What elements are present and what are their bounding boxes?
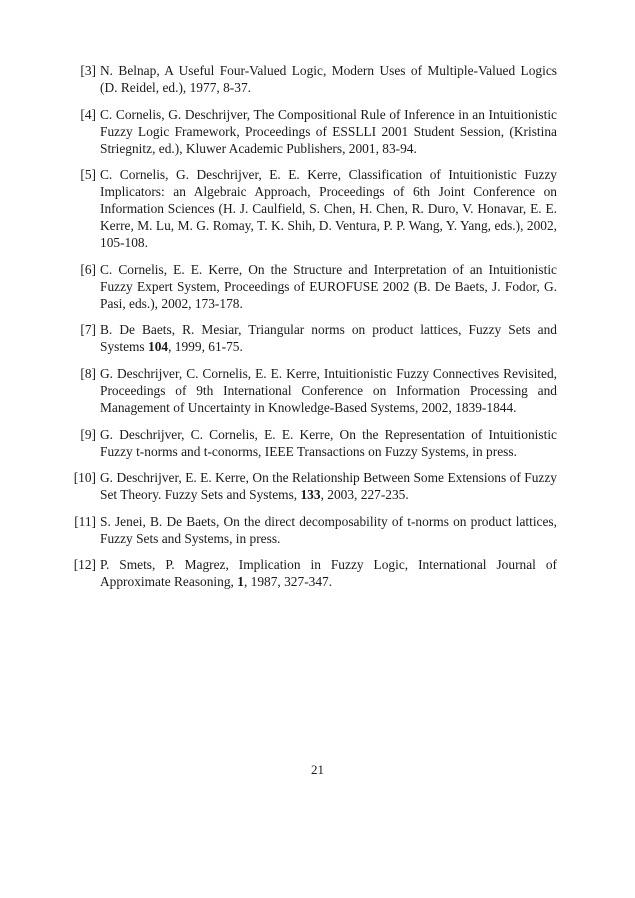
reference-label: [12] bbox=[73, 557, 96, 573]
reference-text bbox=[100, 365, 557, 416]
reference-item bbox=[67, 166, 557, 251]
reference-text-part: , 2003, 227-235. bbox=[320, 487, 409, 503]
reference-label: [10] bbox=[73, 470, 96, 486]
reference-item bbox=[67, 62, 557, 96]
volume-number: 104 bbox=[148, 339, 169, 355]
reference-label: [9] bbox=[80, 426, 96, 442]
reference-label: [8] bbox=[80, 365, 96, 381]
volume-number: 1 bbox=[237, 574, 244, 590]
reference-item bbox=[67, 365, 557, 416]
reference-item bbox=[67, 261, 557, 312]
reference-text-part: B. De Baets, R. Mesiar, Triangular norms on product lattices, Fuzzy Sets and Systems bbox=[100, 322, 557, 355]
reference-text-part: S. Jenei, B. De Baets, On the direct decomposability of t-norms on product lattices, Fuzzy Sets and Systems, in press. bbox=[100, 513, 557, 546]
reference-label: [5] bbox=[80, 167, 96, 183]
reference-text bbox=[100, 62, 557, 96]
reference-text-part: C. Cornelis, G. Deschrijver, The Compositional Rule of Inference in an Intuitionistic Fuzzy Logic Framework, Proceedings of ESSLLI 2001 Student Session, (Kristina Striegnitz, ed.), Kluwer Academic Publishers, 2001, 83-94. bbox=[100, 106, 557, 156]
reference-label: [6] bbox=[80, 261, 96, 277]
reference-list bbox=[67, 62, 557, 600]
reference-text-part: P. Smets, P. Magrez, Implication in Fuzzy Logic, International Journal of Approximate Reasoning, bbox=[100, 557, 557, 590]
reference-text-part: C. Cornelis, E. E. Kerre, On the Structure and Interpretation of an Intuitionistic Fuzzy Expert System, Proceedings of EUROFUSE 2002 (B. De Baets, J. Fodor, G. Pasi, eds.), 2002, 173-178. bbox=[100, 261, 557, 311]
reference-text bbox=[100, 426, 557, 460]
reference-text-part: C. Cornelis, G. Deschrijver, E. E. Kerre, Classification of Intuitionistic Fuzzy Implicators: an Algebraic Approach, Proceedings of 6th Joint Conference on Information Sciences (H. J. Caulfield, S. Chen, H. Chen, R. Duro, V. Honavar, E. E. Kerre, M. Lu, M. G. Romay, T. K. Shih, D. Ventura, P. P. Wang, Y. Yang, eds.), 2002, 105-108. bbox=[100, 167, 557, 251]
page-number: 21 bbox=[311, 762, 324, 777]
reference-text bbox=[100, 513, 557, 547]
reference-label: [4] bbox=[80, 106, 96, 122]
reference-item bbox=[67, 321, 557, 355]
reference-text-part: G. Deschrijver, C. Cornelis, E. E. Kerre, Intuitionistic Fuzzy Connectives Revisited, Proceedings of 9th International Conference on Information Processing and Management of Uncertainty in Knowledge-Based Systems, 2002, 1839-1844. bbox=[100, 365, 557, 415]
reference-text bbox=[100, 106, 557, 157]
reference-text-part: G. Deschrijver, C. Cornelis, E. E. Kerre, On the Representation of Intuitionistic Fuzzy t-norms and t-conorms, IEEE Transactions on Fuzzy Systems, in press. bbox=[100, 426, 557, 459]
reference-item bbox=[67, 513, 557, 547]
reference-text-part: , 1999, 61-75. bbox=[168, 339, 243, 355]
reference-label: [7] bbox=[80, 322, 96, 338]
reference-text-part: G. Deschrijver, E. E. Kerre, On the Relationship Between Some Extensions of Fuzzy Set Theory. Fuzzy Sets and Systems, bbox=[100, 470, 557, 503]
reference-item bbox=[67, 426, 557, 460]
reference-text bbox=[100, 321, 557, 355]
reference-text bbox=[100, 556, 557, 590]
reference-item bbox=[67, 469, 557, 503]
reference-text bbox=[100, 261, 557, 312]
reference-label: [3] bbox=[80, 63, 96, 78]
reference-text-part: N. Belnap, A Useful Four-Valued Logic, Modern Uses of Multiple-Valued Logics (D. Reidel, ed.), 1977, 8-37. bbox=[100, 63, 557, 95]
reference-item bbox=[67, 556, 557, 590]
reference-item bbox=[67, 106, 557, 157]
reference-text bbox=[100, 469, 557, 503]
reference-text-part: , 1987, 327-347. bbox=[243, 574, 333, 590]
volume-number: 133 bbox=[300, 487, 321, 503]
reference-label: [11] bbox=[74, 513, 96, 529]
reference-text bbox=[100, 166, 557, 251]
